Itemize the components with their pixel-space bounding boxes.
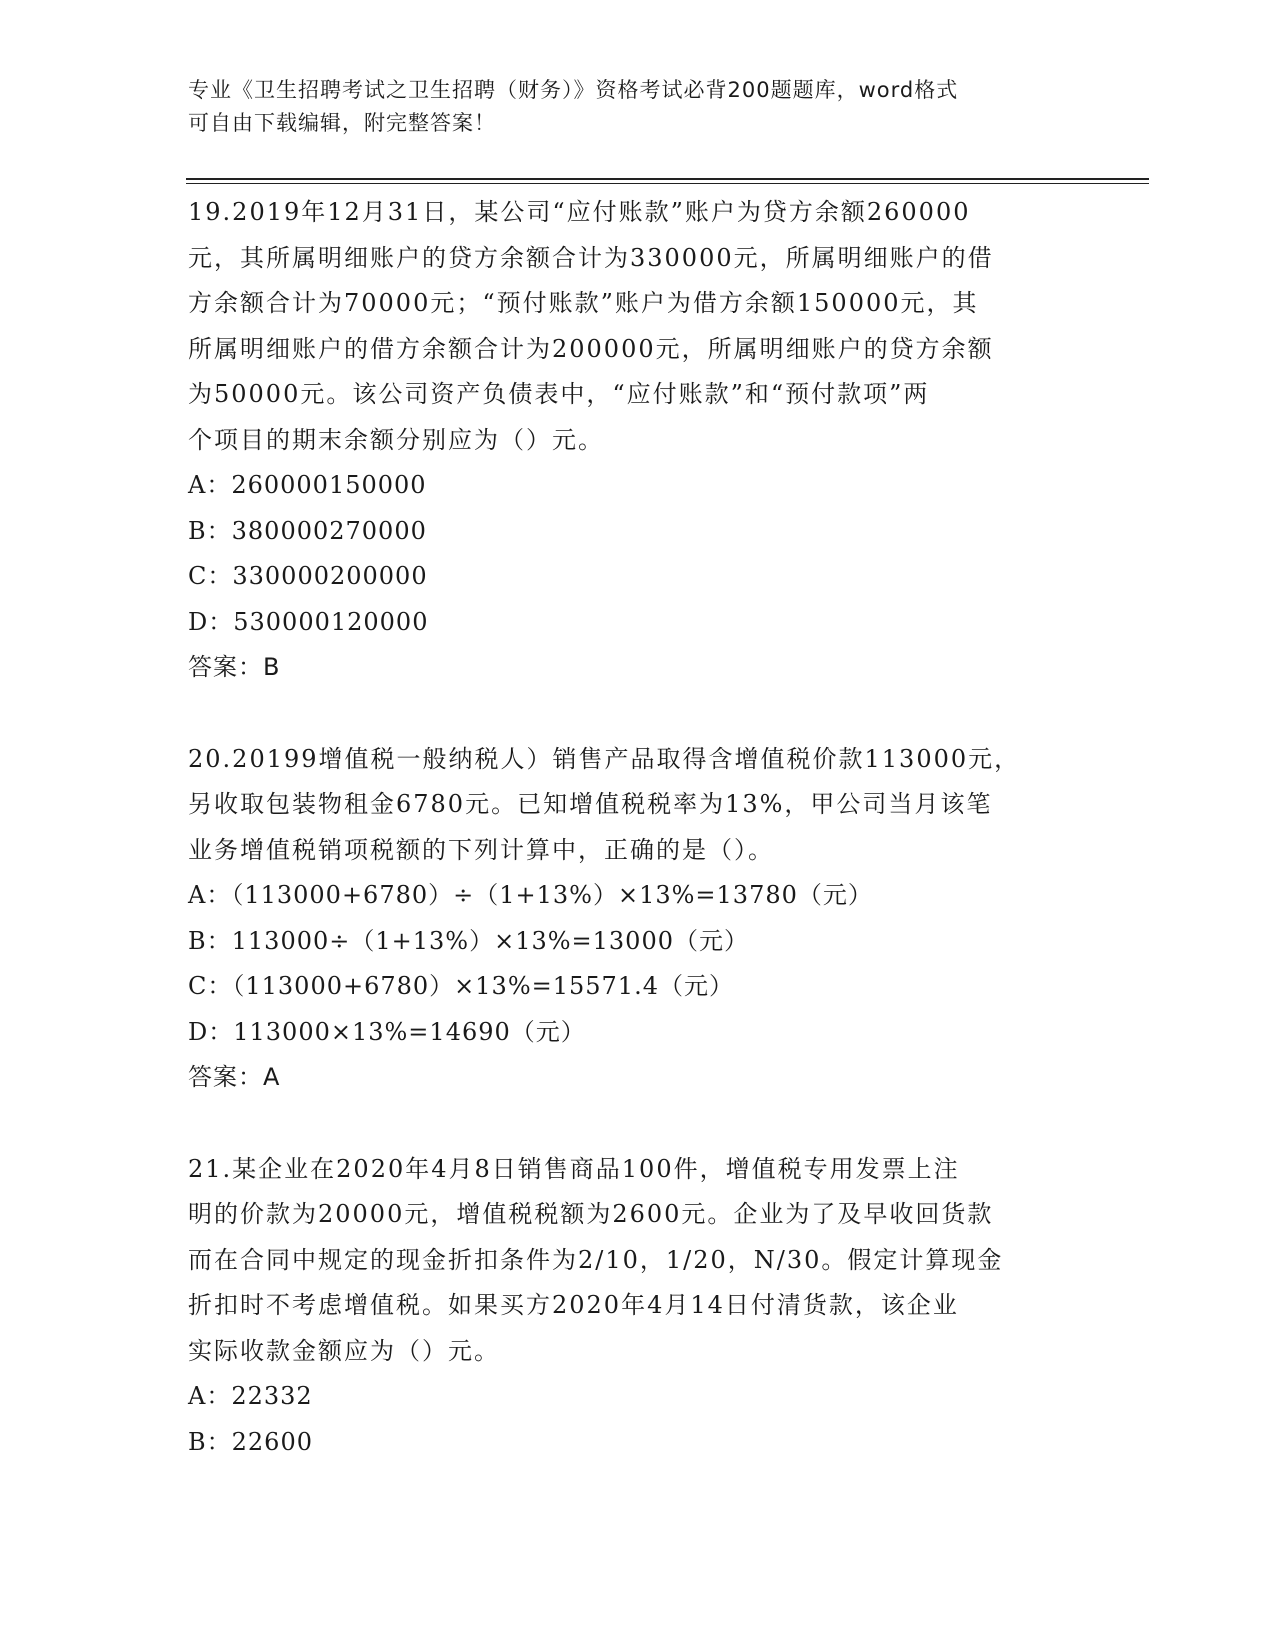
question-stem: [188, 190, 1068, 463]
stem-line: 19.2019年12月31日，某公司“应付账款”账户为贷方余额260000: [188, 198, 971, 226]
stem-line: 明的价款为20000元，增值税税额为2600元。企业为了及早收回货款: [188, 1200, 994, 1228]
option-d: D：113000×13%=14690（元）: [188, 1017, 586, 1046]
question-stem: [188, 737, 1068, 874]
question-stem: [188, 1147, 1068, 1375]
stem-line: 折扣时不考虑增值税。如果买方2020年4月14日付清货款，该企业: [188, 1291, 959, 1319]
option-d: D：530000120000: [188, 607, 429, 636]
answer-label: 答案：B: [188, 653, 281, 681]
stem-line: 个项目的期末余额分别应为（）元。: [188, 425, 604, 454]
question-19: [188, 190, 1068, 691]
question-list: [188, 190, 1068, 1511]
header-line-1: 专业《卫生招聘考试之卫生招聘（财务）》资格考试必背200题题库，word格式: [188, 78, 959, 102]
stem-line: 21.某企业在2020年4月8日销售商品100件，增值税专用发票上注: [188, 1154, 960, 1183]
option-b: B：22600: [188, 1427, 313, 1456]
stem-line: 为50000元。该公司资产负债表中，“应付账款”和“预付款项”两: [188, 380, 930, 408]
stem-line: 所属明细账户的借方余额合计为200000元，所属明细账户的贷方余额: [188, 334, 994, 363]
option-c: C：（113000+6780）×13%=15571.4（元）: [188, 972, 734, 1000]
option-b: B：113000÷（1+13%）×13%=13000（元）: [188, 926, 749, 955]
stem-line: 业务增值税销项税额的下列计算中，正确的是（）。: [188, 835, 774, 864]
stem-line: 而在合同中规定的现金折扣条件为2/10，1/20，N/30。假定计算现金: [188, 1245, 1004, 1274]
option-a: A：22332: [188, 1382, 313, 1410]
option-a: A：260000150000: [188, 471, 427, 499]
option-a: A：（113000+6780）÷（1+13%）×13%=13780（元）: [188, 881, 873, 909]
header-divider-thick: [186, 178, 1149, 180]
stem-line: 实际收款金额应为（）元。: [188, 1336, 500, 1365]
question-21: [188, 1147, 1068, 1466]
option-c: C：330000200000: [188, 562, 428, 590]
question-20: [188, 737, 1068, 1101]
stem-line: 方余额合计为70000元；“预付账款”账户为借方余额150000元，其: [188, 289, 979, 317]
stem-line: 另收取包装物租金6780元。已知增值税税率为13%，甲公司当月该笔: [188, 790, 993, 818]
document-header: [188, 74, 1068, 140]
header-divider-thin: [186, 183, 1149, 184]
header-line-2: 可自由下载编辑，附完整答案！: [188, 111, 496, 135]
stem-line: 元，其所属明细账户的贷方余额合计为330000元，所属明细账户的借: [188, 243, 994, 272]
answer-label: 答案：A: [188, 1063, 281, 1091]
option-b: B：380000270000: [188, 516, 427, 545]
stem-line: 20.20199增值税一般纳税人）销售产品取得含增值税价款113000元，: [188, 744, 1021, 773]
